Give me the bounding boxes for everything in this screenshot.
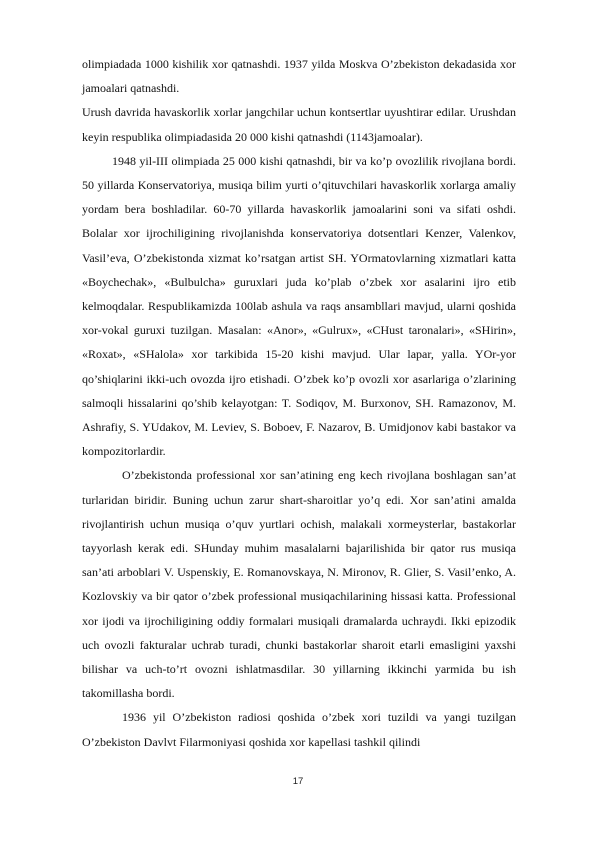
paragraph-1948-olimpiada: 1948 yil-III olimpiada 25 000 kishi qatnashdi, bir va ko’p ovozlilik rivojlana bordi. 50 yillarda Konservatoriya, musiqa bilim yurti o’qituvchilari havaskorlik xorlarga amaliy yordam bera boshladilar. 60-70 yillarda havaskorlik jamoalarini soni va sifati oshdi. Bolalar xor ijrochiligining rivojlanishda konservatoriya dotsentlari Kenzer, Valenkov, Vasil’eva, O’zbekistonda xizmat ko’rsatgan artist SH. YOrmatovlarning xizmatlari katta «Boychechak», «Bulbulcha» guruxlari juda ko’plab o’zbek xor asalarini ijro etib kelmoqdalar. Respublikamizda 100lab ashula va raqs ansambllari mavjud, ularni qoshida xor-vokal guruxi tuzilgan. Masalan: «Anor», «Gulrux», «CHust taronalari», «SHirin», «Roxat», «SHalola» xor tarkibida 15-20 kishi mavjud. Ular lapar, yalla. YOr-yor qo’shiqlarini ikki-uch ovozda ijro etishadi. O’zbek ko’p ovozli xor asarlariga o’zlarining salmoqli hissalarini qo’shib kelayotgan: T. Sodiqov, M. Burxonov, SH. Ramazonov, M. Ashrafiy, S. YUdakov, M. Leviev, S. Boboev, F. Nazarov, B. Umidjonov kabi bastakor va kompozitorlardir.	[82, 153, 516, 459]
paragraph-olimpiada-1937: olimpiadada 1000 kishilik xor qatnashdi. 1937 yilda Moskva O’zbekiston dekadasida xor jamoalari qatnashdi.	[82, 57, 516, 96]
paragraph-1936-radio: 1936 yil O’zbekiston radiosi qoshida o’zbek xori tuzildi va yangi tuzilgan O’zbekiston Davlvt Filarmoniyasi qoshida xor kapellasi tashkil qilindi	[82, 710, 516, 749]
paragraph-professional-xor: O’zbekistonda professional xor san’atining eng kech rivojlana boshlagan san’at turlaridan biridir. Buning uchun zarur shart-sharoitlar yo’q edi. Xor san’atini amalda rivojlantirish uchun musiqa o’quv yurtlari ochish, malakali xormeysterlar, bastakorlar tayyorlash kerak edi. SHunday muhim masalalarni bajarilishida bir qator rus musiqa san’ati arboblari V. Uspenskiy, E. Romanovskaya, N. Mironov, R. Glier, S. Vasil’enko, A. Kozlovskiy va bir qator o’zbek professional musiqachilarining hissasi katta. Professional xor ijodi va ijrochiligining oddiy formalari musiqali dramalarda uchraydi. Ikki epizodik uch ovozli fakturalar uchrab turadi, chunki bastakorlar sharoit etarli emasligini yaxshi bilishar va uch-to’rt ovozni ishlatmasdilar. 30 yillarning ikkinchi yarmida bu ish takomillasha bordi.	[82, 468, 516, 701]
page-number: 17	[292, 776, 304, 787]
paragraph-urush-davrida: Urush davrida havaskorlik xorlar jangchilar uchun kontsertlar uyushtirar edilar. Urushdan keyin respublika olimpiadasida 20 000 kishi qatnashdi (1143jamoalar).	[82, 105, 516, 144]
body-text	[82, 52, 516, 754]
